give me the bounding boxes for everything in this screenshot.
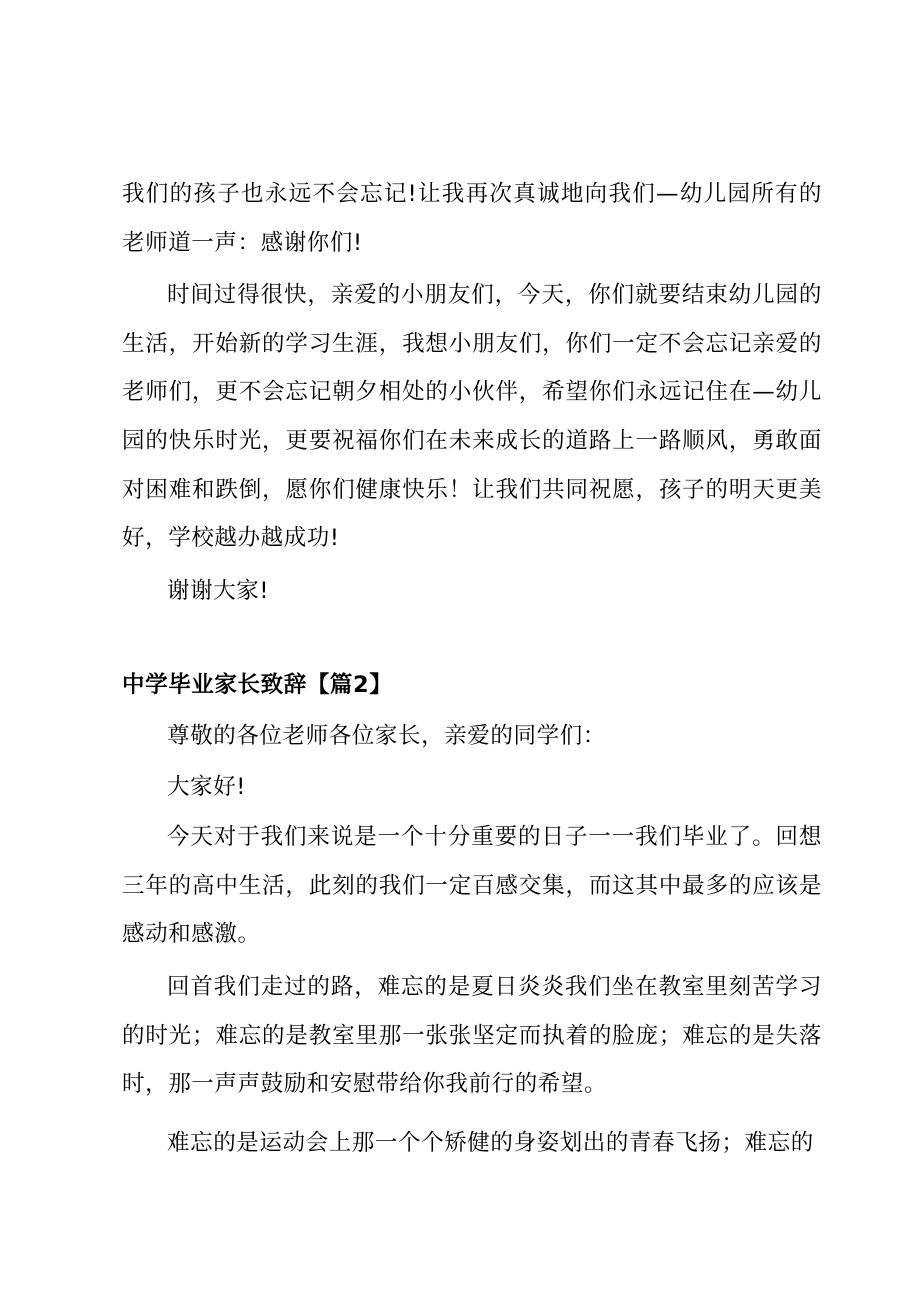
paragraph-thanks-teachers: 我们的孩子也永远不会忘记!让我再次真诚地向我们—幼儿园所有的老师道一声：感谢你们! bbox=[122, 181, 822, 256]
paragraph-memories: 回首我们走过的路，难忘的是夏日炎炎我们坐在教室里刻苦学习的时光；难忘的是教室里那一张张坚定而执着的脸庞；难忘的是失落时，那一声声鼓励和安慰带给你我前行的希望。 bbox=[122, 973, 822, 1098]
paragraph-thank-you: 谢谢大家! bbox=[167, 577, 270, 604]
section-heading: 中学毕业家长致辞【篇2】 bbox=[122, 672, 393, 699]
document-body bbox=[122, 170, 822, 1167]
paragraph-wishes-children: 时间过得很快，亲爱的小朋友们，今天，你们就要结束幼儿园的生活，开始新的学习生涯，我想小朋友们，你们一定不会忘记亲爱的老师们，更不会忘记朝夕相处的小伙伴，希望你们永远记住在—幼儿园的快乐时光，更要祝福你们在未来成长的道路上一路顺风，勇敢面对困难和跌倒，愿你们健康快乐！让我们共同祝愿，孩子的明天更美好，学校越办越成功! bbox=[122, 282, 822, 552]
paragraph-salutation: 尊敬的各位老师各位家长，亲爱的同学们： bbox=[167, 722, 606, 749]
paragraph-graduation-day: 今天对于我们来说是一个十分重要的日子一一我们毕业了。回想三年的高中生活，此刻的我们一定百感交集，而这其中最多的应该是感动和感激。 bbox=[122, 824, 822, 948]
paragraph-greeting: 大家好! bbox=[167, 773, 246, 800]
paragraph-sports-meet: 难忘的是运动会上那一个个矫健的身姿划出的青春飞扬；难忘的 bbox=[167, 1129, 814, 1156]
